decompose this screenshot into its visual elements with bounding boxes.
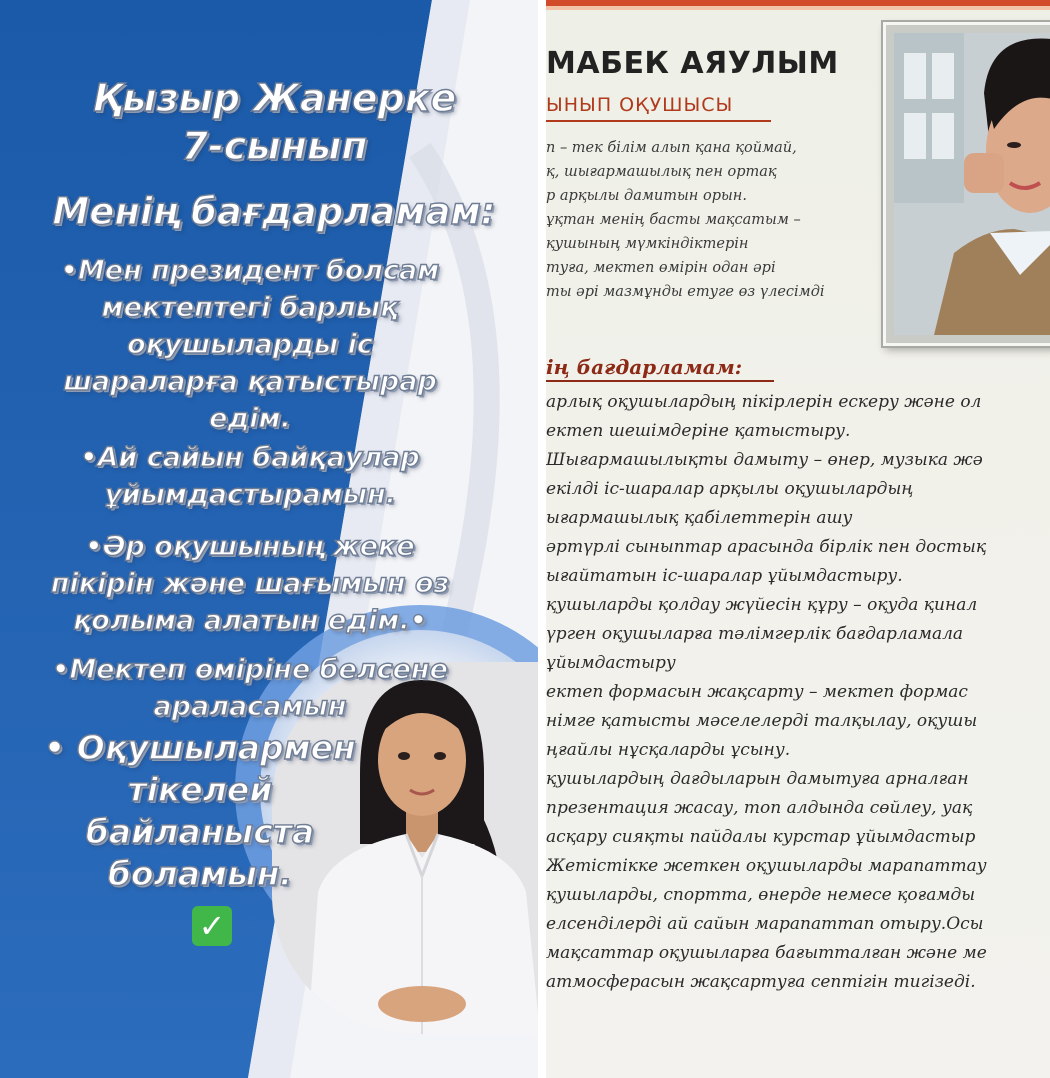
program-line: ығармашылық қабілеттерін ашу bbox=[546, 508, 853, 528]
poster-student-name: Қызыр Жанерке bbox=[92, 76, 457, 120]
point-2-line-1: •Ай сайын байқаулар bbox=[80, 442, 420, 473]
candidate-class: ЫНЫП ОҚУШЫСЫ bbox=[546, 94, 734, 116]
program-line: үрген оқушыларға тәлімгерлік бағдарламала bbox=[546, 624, 964, 644]
program-line: мақсаттар оқушыларға бағытталған және ме bbox=[546, 943, 987, 963]
point-3-line-3: қолыма алатын едім.• bbox=[72, 605, 428, 636]
candidate-photo-illustration bbox=[894, 33, 1050, 335]
program-line: қушыларды, спортта, өнерде немесе қоғамды bbox=[546, 885, 976, 905]
program-heading-underline bbox=[546, 380, 774, 382]
intro-line: р арқылы дамитын орын. bbox=[546, 188, 747, 204]
intro-line: ұқтан менің басты мақсатым – bbox=[546, 212, 801, 228]
program-line: Жетістікке жеткен оқушыларды марапаттау bbox=[546, 856, 987, 876]
point-4-line-1: •Мектеп өміріне белсене bbox=[52, 654, 448, 685]
point-1-line-5: едім. bbox=[209, 403, 291, 434]
check-mark-icon: ✓ bbox=[192, 906, 232, 946]
program-line: елсенділерді ай сайын марапаттап отыру.Осы bbox=[546, 914, 984, 934]
program-line: ығайтатын іс-шаралар ұйымдастыру. bbox=[546, 566, 903, 586]
intro-line: ты әрі мазмұнды етуге өз үлесімді bbox=[546, 284, 825, 300]
poster-divider bbox=[538, 0, 546, 1078]
poster-student-class: 7-сынып bbox=[181, 124, 368, 168]
point-1-line-1: •Мен президент болсам bbox=[60, 255, 440, 286]
point-5-line-4: боламын. bbox=[107, 854, 293, 893]
program-line: қушылардың дағдыларын дамытуға арналған bbox=[546, 769, 969, 789]
point-1-line-4: шараларға қатыстырар bbox=[63, 366, 437, 397]
program-heading: ің бағдарламам: bbox=[546, 355, 743, 379]
program-line: ңғайлы нұсқаларды ұсыну. bbox=[546, 740, 791, 760]
program-line: әртүрлі сыныптар арасында бірлік пен достық bbox=[546, 537, 987, 557]
program-line: қушыларды қолдау жүйесін құру – оқуда қинал bbox=[546, 595, 978, 615]
program-line: німге қатысты мәселелерді талқылау, оқушы bbox=[546, 711, 978, 731]
point-3-line-1: •Әр оқушының жеке bbox=[85, 531, 415, 562]
candidate-photo bbox=[894, 33, 1050, 335]
program-line: презентация жасау, топ алдында сөйлеу, уақ bbox=[546, 798, 973, 818]
intro-line: қ, шығармашылық пен ортақ bbox=[546, 164, 777, 180]
top-accent-bar-light bbox=[546, 6, 1050, 10]
program-line: екілді іс-шаралар арқылы оқушылардың bbox=[546, 479, 914, 499]
program-line: Шығармашылықты дамыту – өнер, музыка жә bbox=[546, 450, 983, 470]
intro-line: туға, мектеп өмірін одан әрі bbox=[546, 260, 776, 276]
point-5-line-3: байланыста bbox=[85, 812, 315, 851]
class-underline bbox=[546, 120, 771, 122]
program-line: ұйымдастыру bbox=[546, 653, 676, 673]
program-line: арлық оқушылардың пікірлерін ескеру және ол bbox=[546, 392, 982, 412]
intro-line: п – тек білім алып қана қоймай, bbox=[546, 140, 797, 156]
point-2-line-2: ұйымдастырамын. bbox=[103, 479, 397, 510]
point-5-line-2: тікелей bbox=[127, 770, 273, 809]
program-line: атмосферасын жақсартуға септігін тигізеді. bbox=[546, 972, 976, 992]
program-line: асқару сияқты пайдалы курстар ұйымдастыр bbox=[546, 827, 976, 847]
candidate-name: МАБЕК АЯУЛЫМ bbox=[546, 46, 839, 81]
poster-program-heading: Менің бағдарламам: bbox=[52, 190, 496, 233]
point-3-line-2: пікірін және шағымын өз bbox=[50, 568, 450, 599]
candidate-photo-frame bbox=[883, 22, 1050, 346]
intro-line: қушының мүмкіндіктерін bbox=[546, 236, 749, 252]
point-5-line-1: • Оқушылармен bbox=[44, 728, 356, 767]
program-line: ектеп шешімдеріне қатыстыру. bbox=[546, 421, 851, 441]
right-poster bbox=[546, 0, 1050, 1078]
point-1-line-2: мектептегі барлық bbox=[101, 292, 399, 323]
point-1-line-3: оқушыларды іс bbox=[127, 329, 373, 360]
program-line: ектеп формасын жақсарту – мектеп формас bbox=[546, 682, 968, 702]
point-4-line-2: араласамын bbox=[153, 691, 347, 722]
